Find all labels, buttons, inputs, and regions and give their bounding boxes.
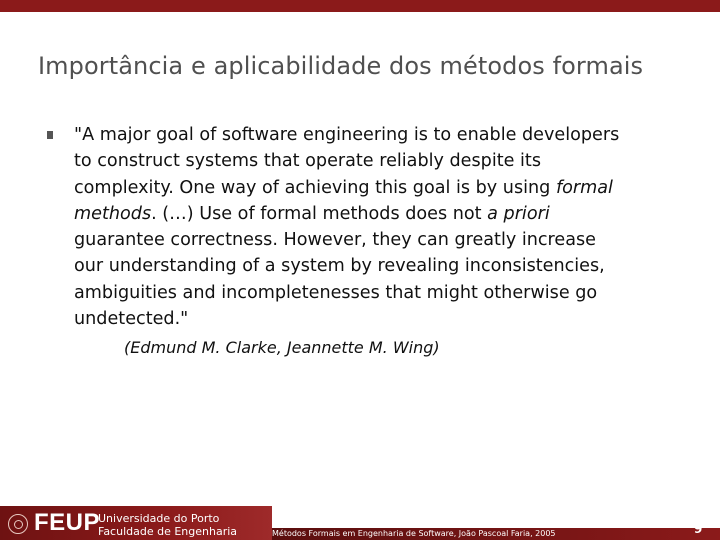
quote-line: to construct systems that operate reliably despite its [74, 151, 541, 172]
slide-title: Importância e aplicabilidade dos métodos formais [38, 52, 644, 80]
quote-line: undetected." [74, 309, 189, 330]
bullet-square-icon [47, 131, 53, 139]
quote-block [74, 122, 700, 332]
emphasis-methods: methods [74, 203, 152, 224]
emphasis-formal: formal [555, 177, 613, 198]
faculty-name: Faculdade de Engenharia [98, 525, 238, 538]
quote-line: methods. (…) Use of formal methods does not a priori [74, 203, 550, 224]
feup-logo-text: FEUP [34, 509, 101, 536]
university-name: Universidade do Porto [98, 512, 220, 525]
quote-line: complexity. One way of achieving this goal is by using formal [74, 177, 613, 198]
quote-attribution: (Edmund M. Clarke, Jeannette M. Wing) [124, 338, 440, 357]
feup-logo [0, 506, 272, 540]
quote-line: "A major goal of software engineering is to enable developers [74, 125, 620, 145]
page-number: 9 [694, 522, 703, 536]
footer-caption: Métodos Formais em Engenharia de Software, João Pascoal Faria, 2005 [272, 529, 556, 538]
quote-line: guarantee correctness. However, they can greatly increase [74, 230, 597, 251]
slide-footer [0, 504, 720, 540]
top-accent-bar [0, 0, 720, 12]
quote-line: our understanding of a system by revealing inconsistencies, [74, 256, 605, 277]
university-seal-icon [8, 514, 28, 534]
emphasis-a-priori: a priori [487, 203, 550, 224]
quote-line: ambiguities and incompletenesses that might otherwise go [74, 282, 598, 303]
